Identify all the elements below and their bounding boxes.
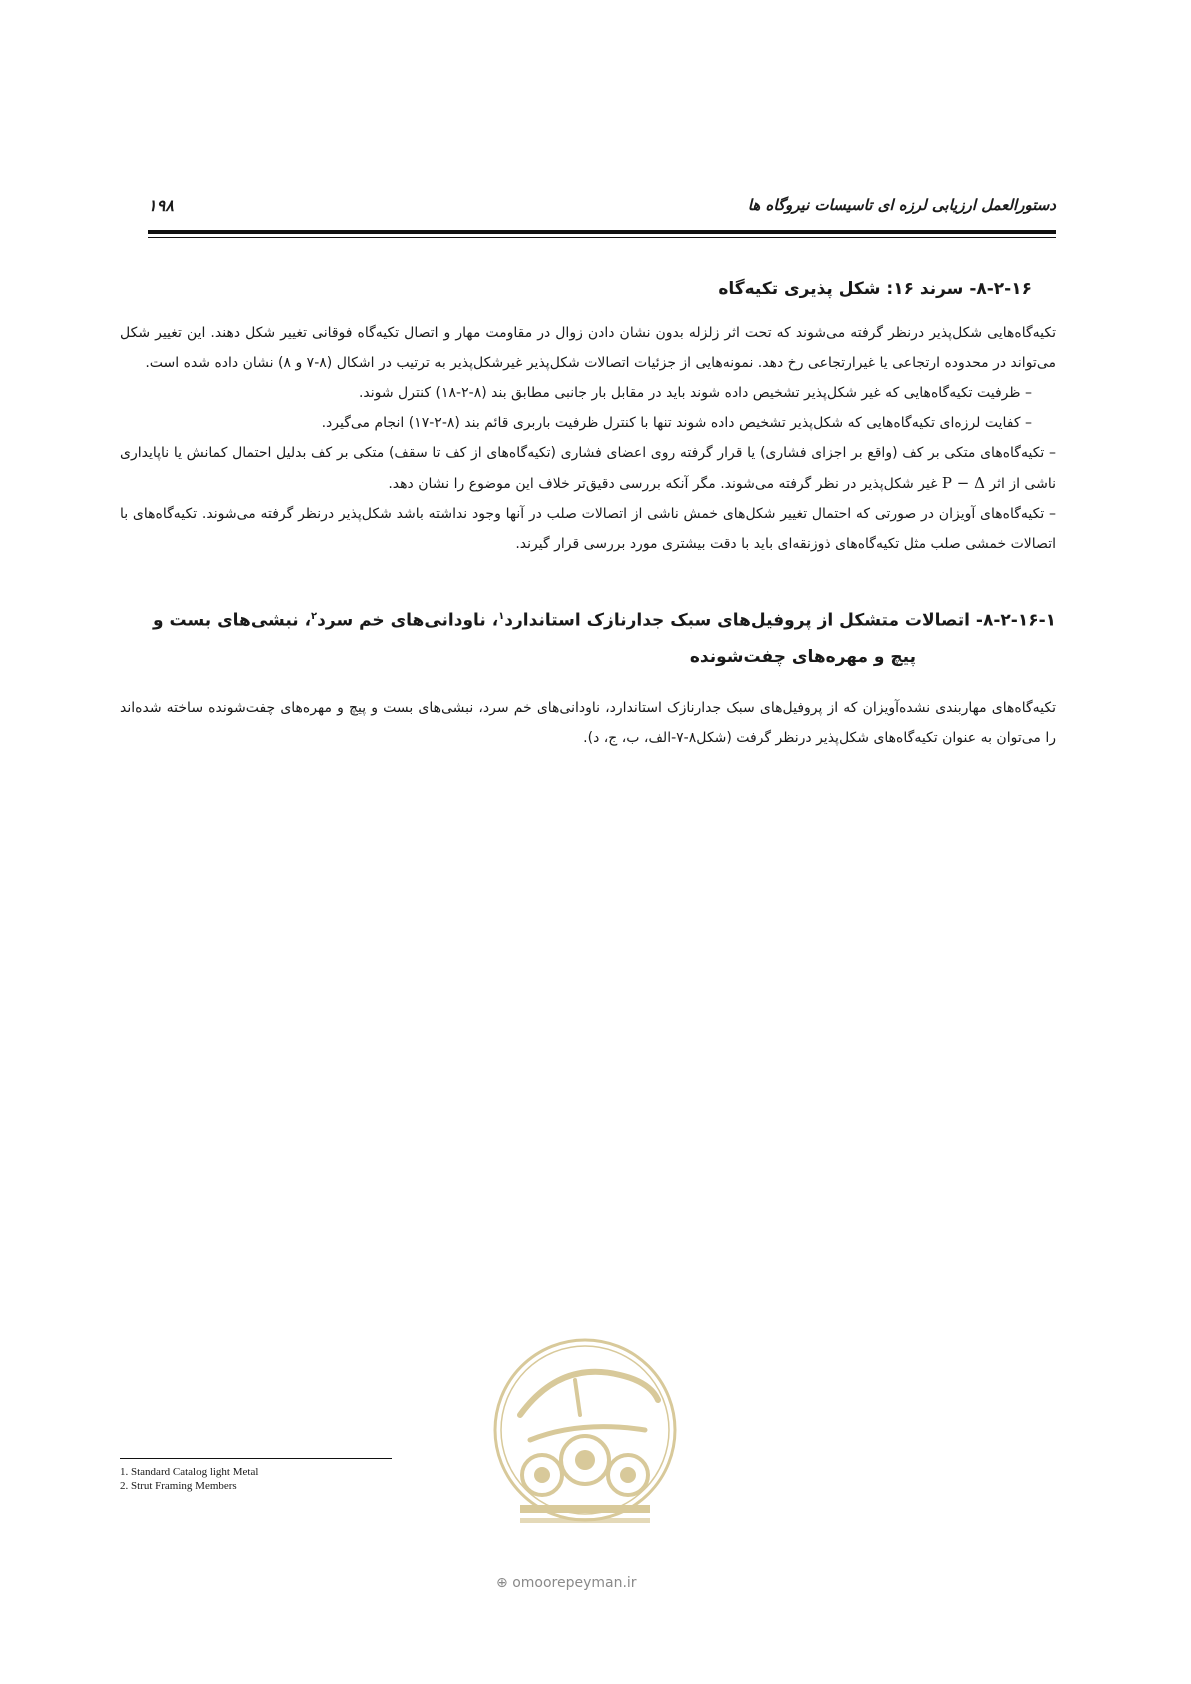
watermark-seal-icon: [480, 1320, 690, 1570]
footnotes: [120, 1465, 258, 1493]
footnote-1: 1. Standard Catalog light Metal: [120, 1466, 259, 1478]
main-content: [120, 274, 1056, 753]
subsection-paragraph: تکیه‌گاه‌های مهاربندی نشده‌آویزان که از پروفیل‌های سبک جدارنازک استاندارد، ناودانی‌های خم سرد، نبشی‌های بست و پیچ و مهره‌های چفت‌شونده ساخته شده‌اند را می‌توان به عنوان تکیه‌گاه‌های شکل‌پذیر درنظر گرفت (شکل۸-۷-الف، ب، ج، د).: [120, 699, 1056, 746]
watermark-url-text: omoorepeyman.ir: [512, 1575, 637, 1591]
watermark-logo: [480, 1320, 690, 1570]
bullet-item-1: – ظرفیت تکیه‌گاه‌هایی که غیر شکل‌پذیر تشخیص داده شوند باید در مقابل بار جانبی مطابق بند (۸-۲-۱۸) کنترل شوند.: [358, 385, 1032, 401]
bullet-item-3: [120, 438, 1056, 499]
section-heading: ۸-۲-۱۶- سرند ۱۶: شکل پذیری تکیه‌گاه: [718, 279, 1032, 299]
section-intro-paragraph: تکیه‌گاه‌هایی شکل‌پذیر درنظر گرفته می‌شوند که تحت اثر زلزله بدون نشان دادن زوال در مقاومت مهار و اتصال تکیه‌گاه فوقانی تغییر شکل دهند. این تغییر شکل می‌تواند در محدوده ارتجاعی یا غیرارتجاعی رخ دهد. نمونه‌هایی از جزئیات اتصالات شکل‌پذیر غیرشکل‌پذیر به ترتیب در اشکال (۸-۷ و ۸) نشان داده شده است.: [120, 325, 1056, 371]
subsection-heading-part-a: ۸-۲-۱۶-۱- اتصالات متشکل از پروفیل‌های سبک جدارنازک استاندارد: [504, 610, 1056, 631]
bullet-3-text-after: غیر شکل‌پذیر در نظر گرفته می‌شوند. مگر آنکه بررسی دقیق‌تر خلاف این موضوع را نشان دهد.: [388, 476, 938, 492]
bullet-item-2: – کفایت لرزه‌ای تکیه‌گاه‌هایی که شکل‌پذیر تشخیص داده شوند تنها با کنترل ظرفیت باربری قائم بند (۸-۲-۱۷) انجام می‌گیرد.: [321, 415, 1032, 431]
footnote-ref-1: ۱: [498, 611, 505, 622]
header-title: دستورالعمل ارزیابی لرزه ای تاسیسات نیروگاه ها: [747, 196, 1056, 214]
subsection-heading-part-c: ، نبشی‌های بست و: [153, 610, 312, 631]
footnote-2: 2. Strut Framing Members: [120, 1480, 237, 1492]
page-number: ۱۹۸: [148, 196, 174, 215]
header-rule-thin: [148, 237, 1056, 238]
bullet-item-4: – تکیه‌گاه‌های آویزان در صورتی که احتمال تغییر شکل‌های خمش ناشی از اتصالات صلب در آنها وجود نداشته باشد شکل‌پذیر درنظر گرفته می‌شوند. تکیه‌گاه‌های با اتصالات خمشی صلب مثل تکیه‌گاه‌های ذوزنقه‌ای باید با دقت بیشتری مورد بررسی قرار گیرند.: [120, 506, 1056, 552]
footnote-ref-2: ۲: [311, 611, 318, 622]
running-header: [148, 196, 1056, 226]
globe-icon: ⊕: [496, 1575, 508, 1591]
subsection-heading-part-b: ، ناودانی‌های خم سرد: [317, 610, 499, 631]
subsection-heading-line-2: پیچ و مهره‌های چفت‌شونده: [689, 646, 916, 667]
bullet-3-text-before: – تکیه‌گاه‌های متکی بر کف (واقع بر اجزای فشاری) یا قرار گرفته روی اعضای فشاری (تکیه‌گاه‌های از کف تا سقف) متکی بر کف بدلیل احتمال کمانش یا ناپایداری ناشی از اثر: [120, 445, 1056, 492]
subsection-heading: [120, 599, 1056, 675]
p-delta-formula: P − Δ: [941, 474, 985, 492]
header-rule-thick: [148, 230, 1056, 234]
watermark-url: [496, 1575, 637, 1591]
footnote-rule: [120, 1458, 392, 1459]
